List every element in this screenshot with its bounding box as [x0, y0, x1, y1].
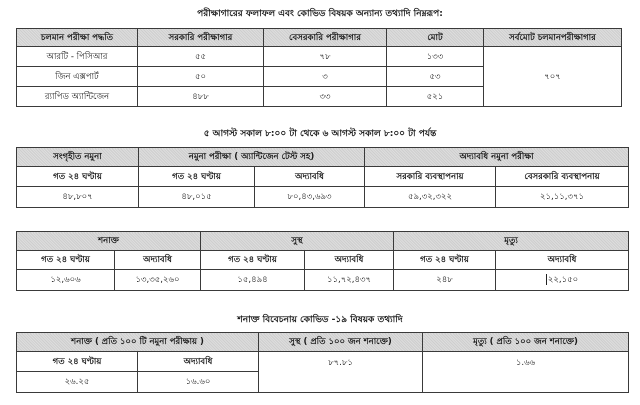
private-count: ৩: [264, 67, 387, 87]
header-detected: শনাক্ত: [17, 232, 201, 251]
deaths-total-value: ২২,১৫০: [547, 275, 579, 285]
rates-title: শনাক্ত বিবেচনায় কোভিড -১৯ বিষয়ক তথ্যাদি: [237, 315, 403, 325]
subheader-tested-total: অদ্যাবধি: [255, 167, 365, 187]
detected-total-value: ১৩,৩৫,২৬০: [115, 270, 201, 291]
private-count: ৭৮: [264, 47, 387, 67]
detected-24h-value: ১২,৬০৬: [17, 270, 115, 291]
method-name: র‍্যাপিড অ্যান্টিজেন: [17, 87, 138, 107]
grand-total-labs: ৭০৭: [484, 47, 622, 107]
header-samples-tested: নমুনা পরীক্ষা ( অ্যান্টিজেন টেস্ট সহ): [139, 148, 365, 167]
sample-testing-table: [16, 147, 629, 208]
tested-24h-value: ৪৮,০১৫: [139, 187, 255, 208]
positivity-total-value: ১৬.৬০: [138, 372, 259, 393]
collected-24h-value: ৪৮,৮০৭: [17, 187, 139, 208]
recovered-24h-value: ১৫,৪৯৪: [201, 270, 305, 291]
subheader-collected-24h: গত ২৪ ঘণ্টায়: [17, 167, 139, 187]
subheader-recovered-total: অদ্যাবধি: [305, 251, 394, 270]
subheader-positivity-total: অদ্যাবধি: [138, 352, 259, 372]
method-name: আরটি - পিসিআর: [17, 47, 138, 67]
header-total-tested: অদ্যাবধি নমুনা পরীক্ষা: [365, 148, 629, 167]
subheader-tested-24h: গত ২৪ ঘণ্টায়: [139, 167, 255, 187]
header-recovered: সুস্থ: [201, 232, 394, 251]
deaths-total-cell: [496, 270, 629, 291]
header-test-method: চলমান পরীক্ষা পদ্ধতি: [17, 29, 138, 47]
cases-recovery-death-table: [16, 231, 629, 291]
subheader-detected-total: অদ্যাবধি: [115, 251, 201, 270]
header-total: মোট: [387, 29, 484, 47]
total-count: ৫২১: [387, 87, 484, 107]
positivity-24h-value: ২৬.২৫: [17, 372, 138, 393]
subheader-govt-managed: সরকারি ব্যবস্থাপনায়: [365, 167, 496, 187]
table-row: [17, 187, 629, 208]
header-private-lab: বেসরকারি পরীক্ষাগার: [264, 29, 387, 47]
subheader-detected-24h: গত ২৪ ঘণ্টায়: [17, 251, 115, 270]
header-collected-samples: সংগৃহীত নমুনা: [17, 148, 139, 167]
tested-total-value: ৮০,৪৩,৬৯৩: [255, 187, 365, 208]
private-managed-value: ২১,১১,৩৭১: [496, 187, 629, 208]
lab-testing-table: [16, 28, 622, 107]
deaths-24h-value: ২৪৮: [394, 270, 496, 291]
subheader-positivity-24h: গত ২৪ ঘণ্টায়: [17, 352, 138, 372]
text-caret: [546, 274, 547, 285]
recovery-rate-value: ৮৭.৮১: [259, 352, 423, 393]
header-recovery-rate: সুস্থ ( প্রতি ১০০ জন শনাক্তে): [259, 333, 423, 352]
subheader-deaths-total: অদ্যাবধি: [496, 251, 629, 270]
recovered-total-value: ১১,৭২,৪৩৭: [305, 270, 394, 291]
subheader-deaths-24h: গত ২৪ ঘণ্টায়: [394, 251, 496, 270]
rates-table: [16, 332, 629, 393]
govt-managed-value: ৫৯,৩২,৩২২: [365, 187, 496, 208]
govt-count: ৫৫: [138, 47, 264, 67]
sample-period-title: ৫ আগস্ট সকাল ৮:০০ টা থেকে ৬ আগস্ট সকাল ৮:০০ টা পর্যন্ত: [203, 129, 437, 139]
header-govt-lab: সরকারি পরীক্ষাগার: [138, 29, 264, 47]
header-positivity-rate: শনাক্ত ( প্রতি ১০০ টি নমুনা পরীক্ষায় ): [17, 333, 259, 352]
total-count: ৫৩: [387, 67, 484, 87]
govt-count: ৫০: [138, 67, 264, 87]
death-rate-value: ১.৬৬: [423, 352, 629, 393]
subheader-recovered-24h: গত ২৪ ঘণ্টায়: [201, 251, 305, 270]
table-row: [17, 47, 622, 67]
govt-count: ৪৮৮: [138, 87, 264, 107]
header-deaths: মৃত্যু: [394, 232, 629, 251]
header-grand-total-labs: সর্বমোট চলমানপরীক্ষাগার: [484, 29, 622, 47]
header-death-rate: মৃত্যু ( প্রতি ১০০ জন শনাক্তে): [423, 333, 629, 352]
private-count: ৩৩: [264, 87, 387, 107]
method-name: জিন এক্সপার্ট: [17, 67, 138, 87]
table-row: [17, 270, 629, 291]
subheader-private-managed: বেসরকারি ব্যবস্থাপনায়: [496, 167, 629, 187]
lab-results-title: পরীক্ষাগারের ফলাফল এবং কোভিড বিষয়ক অন্যান্য তথ্যাদি নিম্নরূপ:: [197, 9, 443, 19]
total-count: ১৩৩: [387, 47, 484, 67]
